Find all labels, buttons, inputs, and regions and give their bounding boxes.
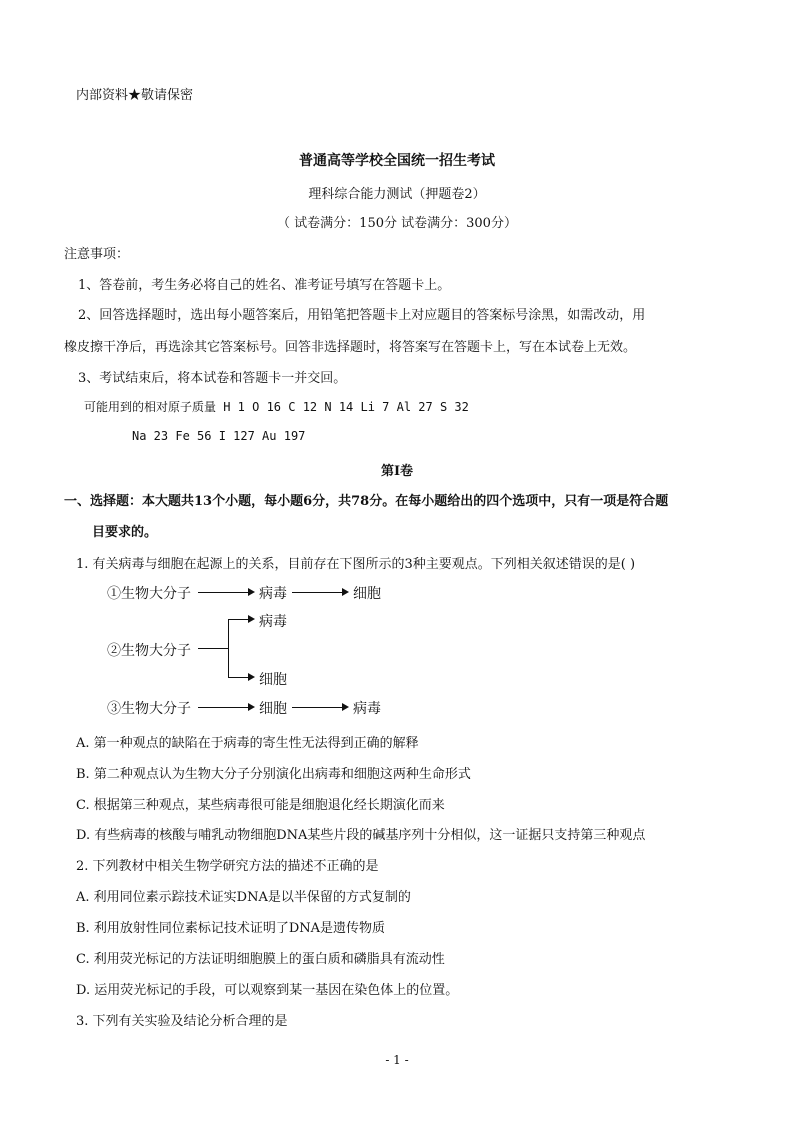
question-1-option-b: B. 第二种观点认为生物大分子分别演化出病毒和细胞这两种生命形式: [76, 767, 471, 782]
part1-instructions-line-1: 一、选择题：本大题共13个小题，每小题6分，共78分。在每小题给出的四个选项中，只有一项是符合题: [64, 494, 669, 509]
notes-heading: 注意事项：: [64, 247, 130, 262]
question-1-option-d: D. 有些病毒的核酸与哺乳动物细胞DNA某些片段的碱基序列十分相似，这一证据只支持第三种观点: [76, 828, 646, 843]
note-item-2-line-1: 2、回答选择题时，选出每小题答案后，用铅笔把答题卡上对应题目的答案标号涂黑，如需改动，用: [78, 308, 646, 323]
note-item-3: 3、考试结束后，将本试卷和答题卡一并交回。: [78, 371, 347, 386]
question-1-stem: 1. 有关病毒与细胞在起源上的关系，目前存在下图所示的3种主要观点。下列相关叙述错误的是( ): [76, 557, 636, 572]
diagram-view3-virus: 病毒: [353, 701, 381, 717]
diagram-view1-cell: 细胞: [353, 586, 381, 602]
arrow-right-icon: [248, 673, 255, 681]
question-2-option-b: B. 利用放射性同位素标记技术证明了DNA是遗传物质: [76, 921, 386, 936]
exam-title: 普通高等学校全国统一招生考试: [299, 153, 495, 169]
diagram-arrow-line: [292, 592, 342, 593]
question-2-option-c: C. 利用荧光标记的方法证明细胞膜上的蛋白质和磷脂具有流动性: [76, 952, 445, 967]
note-item-1: 1、答卷前，考生务必将自己的姓名、准考证号填写在答题卡上。: [78, 278, 451, 293]
diagram-arrow-line: [228, 677, 248, 678]
question-2-option-a: A. 利用同位素示踪技术证实DNA是以半保留的方式复制的: [76, 890, 411, 905]
diagram-view1-label: ①生物大分子: [107, 586, 191, 602]
diagram-arrow-line: [198, 592, 248, 593]
diagram-view3-label: ③生物大分子: [107, 701, 191, 717]
question-1-option-c: C. 根据第三种观点，某些病毒很可能是细胞退化经长期演化而来: [76, 798, 445, 813]
diagram-branch-vertical: [228, 619, 229, 677]
diagram-view1-virus: 病毒: [259, 586, 287, 602]
question-3-stem: 3. 下列有关实验及结论分析合理的是: [76, 1014, 288, 1029]
diagram-branch-line: [198, 648, 228, 649]
confidential-label: 内部资料★敬请保密: [76, 88, 194, 103]
diagram-view2-cell: 细胞: [259, 672, 287, 688]
diagram-view2-virus: 病毒: [259, 614, 287, 630]
diagram-view2-label: ②生物大分子: [107, 643, 191, 659]
exam-subtitle: 理科综合能力测试（押题卷2）: [308, 187, 486, 202]
arrow-right-icon: [342, 703, 349, 711]
volume-heading: 第Ⅰ卷: [380, 464, 414, 479]
question-2-option-d: D. 运用荧光标记的手段，可以观察到某一基因在染色体上的位置。: [76, 983, 459, 998]
arrow-right-icon: [248, 588, 255, 596]
arrow-right-icon: [248, 615, 255, 623]
part1-instructions-line-2: 目要求的。: [92, 525, 158, 540]
note-item-2-line-2: 橡皮擦干净后，再选涂其它答案标号。回答非选择题时，将答案写在答题卡上，写在本试卷上无效。: [64, 340, 637, 355]
atomic-mass-line-2: Na 23 Fe 56 I 127 Au 197: [132, 429, 306, 443]
question-1-option-a: A. 第一种观点的缺陷在于病毒的寄生性无法得到正确的解释: [76, 736, 419, 751]
diagram-arrow-line: [228, 619, 248, 620]
diagram-view3-cell: 细胞: [259, 701, 287, 717]
diagram-arrow-line: [292, 707, 342, 708]
atomic-mass-line-1: 可能用到的相对原子质量 H 1 O 16 C 12 N 14 Li 7 Al 27 S 32: [84, 400, 469, 414]
arrow-right-icon: [342, 588, 349, 596]
page-number: - 1 -: [385, 1053, 409, 1067]
diagram-arrow-line: [198, 707, 248, 708]
exam-score-info: （ 试卷满分：150分 试卷满分：300分）: [277, 216, 517, 231]
question-2-stem: 2. 下列教材中相关生物学研究方法的描述不正确的是: [76, 859, 379, 874]
arrow-right-icon: [248, 703, 255, 711]
